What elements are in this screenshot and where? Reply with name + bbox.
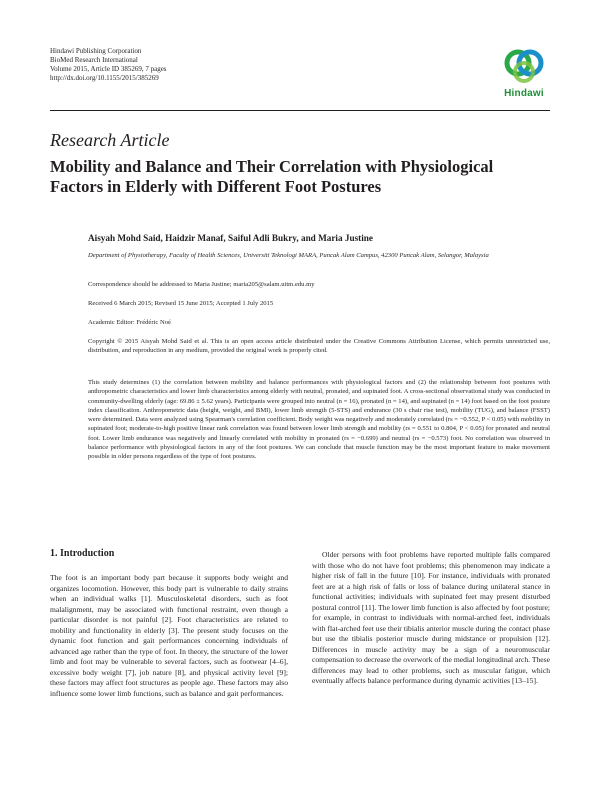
academic-editor: Academic Editor: Frédéric Noé bbox=[88, 319, 171, 326]
header-divider bbox=[50, 110, 550, 111]
publication-dates: Received 6 March 2015; Revised 15 June 2015; Accepted 1 July 2015 bbox=[88, 300, 274, 307]
hindawi-logo bbox=[498, 46, 550, 102]
section-heading: 1. Introduction bbox=[50, 548, 115, 559]
left-column-text bbox=[50, 573, 288, 699]
logo-text: Hindawi bbox=[504, 88, 544, 99]
paragraph: The foot is an important body part because it supports body weight and organizes locomotion. However, this body part is vulnerable to daily strains when an individual walks [1]. Musculoskeletal disorders, such as foot malalignment, may be associated with functional restraint, even though a particular disorder is not painful [2]. Foot characteristics are related to mobility and functionality in elderly [3]. The present study focuses on the dynamic foot function and gait performances concerning individuals of advanced age rather than the type of foot. In theory, the structure of the lower limb and foot may be vulnerable to several factors, such as footwear [4–6], excessive body weight [7], job nature [8], and physical activity level [9]; these factors may affect foot structures as people age. These factors may also influence some lower limb functions, such as balance and gait performances. bbox=[50, 573, 288, 698]
doi-link[interactable]: http://dx.doi.org/10.1155/2015/385269 bbox=[50, 74, 159, 82]
journal-name: BioMed Research International bbox=[50, 56, 138, 64]
paragraph: Older persons with foot problems have reported multiple falls compared with those who do not have foot problems; this phenomenon may indicate a higher risk of fall in the future [10]. For instance, individuals with pronated feet are at a high risk of falls or loss of balance during unilateral stance in functional activities; individuals with supinated feet may present disturbed postural control [11]. The lower limb function is also affected by foot posture; for example, in contrast to individuals with normal-arched feet, individuals with flat-arched feet use their tibialis anterior muscle during the contact phase but use the tibialis posterior muscle during midstance or propulsion [12]. Differences in muscle activity may be a sign of a neuromuscular compensation to decrease the overwork of the medial longitudinal arch. These differences may lead to other problems, such as muscular fatigue, which eventually affects balance performance during dynamic activities [13–15]. bbox=[312, 550, 550, 685]
hindawi-logo-icon bbox=[498, 46, 550, 88]
copyright-notice: Copyright © 2015 Aisyah Mohd Said et al. This is an open access article distributed under the Creative Commons Attribution License, which permits unrestricted use, distribution, and reproduction in any medium, provided the original work is properly cited. bbox=[88, 338, 550, 354]
volume-info: Volume 2015, Article ID 385269, 7 pages bbox=[50, 65, 167, 73]
paper-title: Mobility and Balance and Their Correlation with Physiological Factors in Elderly with Different Foot Postures bbox=[50, 157, 494, 196]
article-type: Research Article bbox=[50, 130, 170, 150]
correspondence: Correspondence should be addressed to Maria Justine; maria205@salam.uitm.edu.my bbox=[88, 281, 315, 288]
abstract: This study determines (1) the correlation between mobility and balance performances with physiological factors and (2) the relationship between foot postures with anthropometric characteristics and lower limb characteristics among elderly with neutral, pronated, and supinated foot. A cross-sectional observational study was conducted in community-dwelling elderly (age: 69.86 ± 5.62 years). Participants were grouped into neutral (n = 16), pronated (n = 14), and supinated (n = 14) foot based on the foot posture index classification. Anthropometric data (height, weight, and BMI), lower limb strength (5-STS) and endurance (30 s chair rise test), mobility (TUG), and balance (FSST) were determined. Data were analyzed using Spearman's correlation coefficient. Body weight was negatively and moderately correlated (rs = −0.552, P < 0.05) with mobility in supinated foot; moderate-to-high positive linear rank correlation was found between lower limb strength and mobility (rs = 0.551 to 0.804, P < 0.05) for pronated and neutral foot. Lower limb endurance was negatively and linearly correlated with mobility in pronated (rs = −0.699) and neutral (rs = −0.573) foot. No correlation was observed in balance performance with physiological factors in any of the foot postures. We can conclude that muscle function may be the most important feature to make movement possible in older persons regardless of the type of foot postures. bbox=[88, 379, 550, 461]
author-list: Aisyah Mohd Said, Haidzir Manaf, Saiful Adli Bukry, and Maria Justine bbox=[88, 233, 373, 243]
affiliation: Department of Physiotherapy, Faculty of Health Sciences, Universiti Teknologi MARA, Puncak Alam Campus, 42300 Puncak Alam, Selangor, Malaysia bbox=[88, 252, 489, 259]
publisher-name: Hindawi Publishing Corporation bbox=[50, 47, 142, 55]
right-column-text bbox=[312, 550, 550, 687]
publisher-info bbox=[50, 47, 167, 83]
